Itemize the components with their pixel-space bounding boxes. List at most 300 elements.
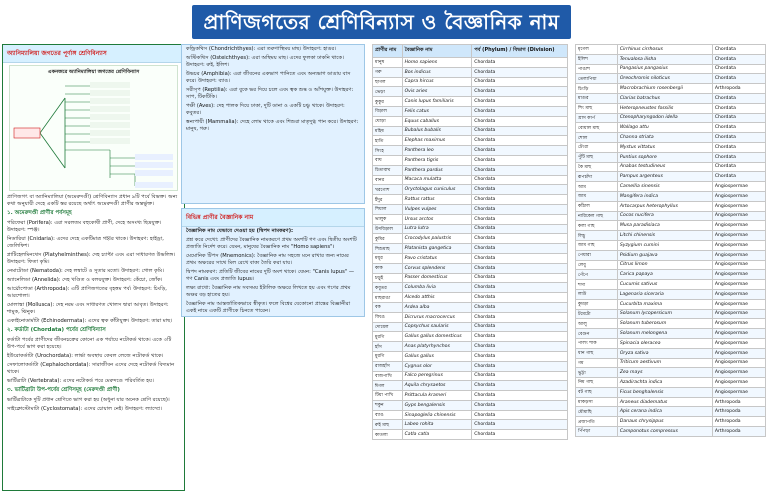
- scientific-name-cell: Oryza sativa: [617, 348, 712, 358]
- phylum-cell: Angiospermae: [712, 221, 765, 231]
- table-row: [373, 302, 568, 312]
- scientific-name-cell: Catla catla: [402, 430, 472, 440]
- scientific-name-cell: Musa paradisiaca: [617, 221, 712, 231]
- scientific-name-cell: Anabas testudineus: [617, 162, 712, 172]
- phylum-cell: Chordata: [712, 113, 765, 123]
- phylum-cell: Angiospermae: [712, 250, 765, 260]
- phylum-cell: Chordata: [472, 244, 568, 254]
- common-name-cell: সিংহ: [373, 146, 403, 156]
- classification-column: [2, 44, 185, 491]
- scientific-name-cell: Apis cerana indica: [617, 407, 712, 417]
- phylum-cell: Chordata: [472, 185, 568, 195]
- table-row: [373, 430, 568, 440]
- table-row: [576, 250, 766, 260]
- table-row: [373, 361, 568, 371]
- cyclostomata: সাইক্লোস্টোমাটা (Cyclostomata): এদের চোয়াল নেই। উদাহরণ: ল্যাম্প্রে।: [7, 406, 163, 412]
- section-1-title: ১. অমেরুদণ্ডী প্রাণীর পর্বসমূহ: [7, 210, 72, 216]
- common-name-cell: কাতলা: [373, 430, 403, 440]
- table-row: [373, 214, 568, 224]
- table-row: [576, 378, 766, 388]
- common-name-cell: ইলিশ: [576, 54, 618, 64]
- phylum-cell: Chordata: [712, 54, 765, 64]
- common-name-cell: রাজহাঁস: [373, 361, 403, 371]
- phylum-cell: Angiospermae: [712, 387, 765, 397]
- phylum-cell: Chordata: [472, 146, 568, 156]
- common-name-cell: গম: [576, 358, 618, 368]
- phylum-cell: Chordata: [472, 234, 568, 244]
- table-row: [576, 397, 766, 407]
- phylum-cell: Chordata: [712, 142, 765, 152]
- table-row: [373, 293, 568, 303]
- scientific-name-cell: Psidium guajava: [617, 250, 712, 260]
- scientific-name-cell: Pavo cristatus: [402, 253, 472, 263]
- table-row: [373, 155, 568, 165]
- phylum-cell: Arthropoda: [712, 417, 765, 427]
- scientific-name-cell: Oreochromis niloticus: [617, 74, 712, 84]
- phylum-cell: Angiospermae: [712, 319, 765, 329]
- common-name-cell: কাঁঠাল: [576, 201, 618, 211]
- phylum-cell: Chordata: [712, 103, 765, 113]
- common-name-cell: বাজপাখি: [373, 371, 403, 381]
- common-name-cell: কুমড়া: [576, 299, 618, 309]
- table-row: [373, 244, 568, 254]
- scientific-name-cell: Lutra lutra: [402, 224, 472, 234]
- table-row: [373, 224, 568, 234]
- phylum-cell: Angiospermae: [712, 378, 765, 388]
- table-row: [576, 182, 766, 192]
- binomial-rule: দ্বিপদ নামকরণ: প্রতিটি জীবের নামের দুটি অংশ থাকে। যেমন: "Canis lupus" — গণ Canis এবং প্রজাতি lupus।: [186, 269, 355, 282]
- phylum-porifera: পরিফেরা (Porifera): এরা সরলতম বহুকোষী প্রাণী, দেহে অসংখ্য ছিদ্রযুক্ত। উদাহরণ: স্পঞ্জ।: [7, 220, 162, 233]
- phylum-cell: Chordata: [472, 116, 568, 126]
- scientific-name-cell: Vulpes vulpes: [402, 204, 472, 214]
- col-header-scientific: বৈজ্ঞানিক নাম: [402, 45, 472, 58]
- scientific-name-cell: Zea mays: [617, 368, 712, 378]
- phylum-cell: Chordata: [472, 302, 568, 312]
- phylum-annelida: অ্যানেলিডা (Annelida): দেহ খণ্ডিত ও বলয়যুক্ত। উদাহরণ: কেঁচো, জোঁক।: [7, 277, 163, 283]
- scientific-name-cell: Litchi chinensis: [617, 231, 712, 241]
- common-name-cell: প্রজাপতি: [576, 417, 618, 427]
- phylum-cell: Angiospermae: [712, 338, 765, 348]
- table-row: [373, 204, 568, 214]
- scientific-name-cell: Panthera leo: [402, 146, 472, 156]
- phylum-cell: Chordata: [712, 162, 765, 172]
- common-name-cell: জাম গাছ: [576, 240, 618, 250]
- scientific-name-cell: Equus caballus: [402, 116, 472, 126]
- scientific-name-cell: Dicrurus macrocercus: [402, 312, 472, 322]
- phylum-cell: Chordata: [472, 204, 568, 214]
- scientific-name-cell: Pampus argenteus: [617, 172, 712, 182]
- scientific-name-cell: Mystus vittatus: [617, 142, 712, 152]
- phylum-cell: Angiospermae: [712, 240, 765, 250]
- common-name-cell: ইঁদুর: [373, 195, 403, 205]
- table-row: [373, 146, 568, 156]
- common-name-cell: টমেটো: [576, 309, 618, 319]
- common-name-cell: বোয়াল মাছ: [576, 123, 618, 133]
- common-name-cell: লেবু: [576, 260, 618, 270]
- common-name-cell: বট গাছ: [576, 387, 618, 397]
- table-row: [576, 427, 766, 437]
- table-row: [576, 348, 766, 358]
- scientific-name-cell: Alcedo atthis: [402, 293, 472, 303]
- table-row: [373, 391, 568, 401]
- common-name-cell: কাক: [373, 263, 403, 273]
- vertebrata-intro: ভার্টিব্রাটাকে দুটি প্রধান শ্রেণিতে ভাগ করা হয় (অধুনা যার অনেক শ্রেণি রয়েছে)।: [7, 397, 170, 403]
- table-row: [373, 106, 568, 116]
- table-row: [373, 97, 568, 107]
- common-name-cell: লাউ: [576, 289, 618, 299]
- scientific-name-cell: Ctenopharyngodon idella: [617, 113, 712, 123]
- common-name-cell: শকুন: [373, 400, 403, 410]
- classification-box-title: অ্যানিম্যালিয়া জগতের পূর্ণাঙ্গ শ্রেণিবিন্যাস: [3, 45, 184, 63]
- classification-diagram: [9, 65, 178, 191]
- table-row: [576, 123, 766, 133]
- common-name-cell: উদবিড়াল: [373, 224, 403, 234]
- vertebrate-classes-box: [181, 44, 365, 204]
- phylum-cell: Angiospermae: [712, 309, 765, 319]
- scientific-name-table-1: [372, 44, 568, 440]
- naming-heading: বৈজ্ঞানিক নাম যেভাবে দেওয়া হয় (দ্বিপদ নামকরণ):: [186, 228, 294, 234]
- phylum-cell: Chordata: [712, 74, 765, 84]
- phylum-cell: Angiospermae: [712, 368, 765, 378]
- chordata-intro: কর্ডাটা পর্বের প্রাণীদের জীবনচক্রের কোনো এক পর্যায়ে নটোকর্ড থাকে। একে ৩টি উপ-পর্বে ভাগ করা হয়েছে।: [7, 337, 172, 350]
- section-3-title: ৩. ভার্টিব্রাটা উপ-পর্বের শ্রেণিসমূহ (মেরুদণ্ডী প্রাণী): [7, 387, 120, 393]
- common-name-cell: মৃগেল: [576, 45, 618, 55]
- scientific-name-cell: Cucumis sativus: [617, 280, 712, 290]
- scientific-name-cell: Copsychus saularis: [402, 322, 472, 332]
- phylum-cell: Chordata: [712, 172, 765, 182]
- phylum-cell: Chordata: [712, 152, 765, 162]
- phylum-cell: Chordata: [472, 87, 568, 97]
- table-row: [576, 358, 766, 368]
- common-name-cell: শিয়াল: [373, 204, 403, 214]
- chondrichthyes: কন্ড্রিকথিস (Chondrichthyes): এরা তরুণাস্থিময় মাছ। উদাহরণ: হাঙর।: [186, 46, 337, 52]
- common-name-cell: আম: [576, 182, 618, 192]
- phylum-cell: Chordata: [472, 195, 568, 205]
- phylum-cell: Chordata: [712, 64, 765, 74]
- scientific-name-cell: Wallago attu: [617, 123, 712, 133]
- scientific-name-cell: Puntius sophore: [617, 152, 712, 162]
- table-row: [373, 195, 568, 205]
- phylum-cell: Chordata: [472, 175, 568, 185]
- common-name-cell: বিড়াল: [373, 106, 403, 116]
- phylum-cell: Chordata: [472, 106, 568, 116]
- table-row: [373, 136, 568, 146]
- scientific-name-cell: Crocodylus palustris: [402, 234, 472, 244]
- scientific-name-cell: Syzygium cumini: [617, 240, 712, 250]
- scientific-name-table-2: [575, 44, 766, 437]
- table-row: [576, 64, 766, 74]
- phylum-cell: Chordata: [472, 342, 568, 352]
- phylum-cell: Chordata: [712, 45, 765, 55]
- scientific-name-cell: Lagenaria siceraria: [617, 289, 712, 299]
- phylum-cell: Chordata: [472, 136, 568, 146]
- cephalochordata: সেফালোকর্ডাটা (Cephalochordata): সারাজীবন এদের দেহে নটোকর্ড বিদ্যমান থাকে।: [7, 362, 175, 375]
- table-row: [373, 263, 568, 273]
- table-row: [373, 322, 568, 332]
- scientific-name-cell: Cocos nucifera: [617, 211, 712, 221]
- common-name-cell: ঈগল: [373, 381, 403, 391]
- scientific-name-cell: Canis lupus familiaris: [402, 97, 472, 107]
- table-row: [373, 175, 568, 185]
- mnemonics-tip: মেমোনিক টিপস (Mnemonics): বৈজ্ঞানিক নাম সহজে মনে রাখার জন্য নামের প্রথম অক্ষরের সাথে মিল রেখে বাক্য তৈরি করা যায়।: [186, 253, 349, 266]
- common-name-cell: লিচু: [576, 231, 618, 241]
- scientific-name-cell: Cucurbita maxima: [617, 299, 712, 309]
- table-row: [576, 211, 766, 221]
- common-name-cell: জাম: [576, 191, 618, 201]
- name-table-left: [372, 44, 568, 491]
- table-row: [576, 162, 766, 172]
- common-name-cell: ময়ূর: [373, 253, 403, 263]
- table-row: [576, 329, 766, 339]
- scientific-name-cell: Solanum tuberosum: [617, 319, 712, 329]
- scientific-name-cell: Artocarpus heterophyllus: [617, 201, 712, 211]
- common-name-cell: বানর: [373, 175, 403, 185]
- scientific-name-cell: Sinapoglelia chinensis: [402, 410, 472, 420]
- scientific-name-cell: Corvus splendens: [402, 263, 472, 273]
- scientific-name-cell: Heteropneustes fossilis: [617, 103, 712, 113]
- class-description-column: [181, 44, 365, 491]
- common-name-cell: শিং মাছ: [576, 103, 618, 113]
- scientific-name-cell: Cygnus olor: [402, 361, 472, 371]
- table-row: [576, 84, 766, 94]
- osteichthyes: অস্টিকথিস (Osteichthyes): এরা অস্থিময় মাছ। এদের ফুলকা ঢাকনি থাকে। উদাহরণ: রুই, ইলিশ।: [186, 55, 344, 68]
- phylum-cell: Angiospermae: [712, 270, 765, 280]
- table-row: [373, 273, 568, 283]
- common-name-cell: কলা গাছ: [576, 221, 618, 231]
- common-name-cell: ব্যাঙ: [373, 410, 403, 420]
- scientific-name-cell: Araneus diadematus: [617, 397, 712, 407]
- naming-example: প্রশ্ন করে দেখো: প্রাণীদের বৈজ্ঞানিক নামকরণে প্রথম অংশটি গণ এবং দ্বিতীয় অংশটি প্রজাতি নির্দেশ করে। যেমন, মানুষের বৈজ্ঞানিক নাম "Homo sapiens"।: [186, 237, 357, 250]
- common-name-cell: পুঁটি মাছ: [576, 152, 618, 162]
- name-table-right: [575, 44, 766, 491]
- phylum-mollusca: মোলাস্কা (Mollusca): দেহ নরম এবং সাধারণত খোলস দ্বারা আবৃত। উদাহরণ: শামুক, ঝিনুক।: [7, 302, 169, 315]
- scientific-name-cell: Tenualosa ilisha: [617, 54, 712, 64]
- phylum-cell: Chordata: [472, 283, 568, 293]
- scientific-name-cell: Ardea alba: [402, 302, 472, 312]
- phylum-cell: Chordata: [472, 58, 568, 68]
- phylum-cell: Angiospermae: [712, 260, 765, 270]
- common-name-cell: টিয়া পাখি: [373, 391, 403, 401]
- common-name-cell: কুমির: [373, 234, 403, 244]
- scientific-name-cell: Anas platyrhynchos: [402, 342, 472, 352]
- common-name-cell: ছাগল: [373, 77, 403, 87]
- table-row: [576, 93, 766, 103]
- common-name-cell: বেগুন: [576, 329, 618, 339]
- common-name-cell: মুরগি: [373, 332, 403, 342]
- common-name-cell: গ্রাস কার্প: [576, 113, 618, 123]
- table-row: [576, 319, 766, 329]
- common-name-cell: দোয়েল: [373, 322, 403, 332]
- table-row: [576, 299, 766, 309]
- col-header-phylum: পর্ব (Phylum) / বিভাগ (Division): [472, 45, 568, 58]
- scientific-name-cell: Passer domesticus: [402, 273, 472, 283]
- common-name-cell: ভেড়া: [373, 87, 403, 97]
- table-row: [576, 289, 766, 299]
- common-name-cell: পিঁপড়া: [576, 427, 618, 437]
- col-header-name: প্রাণীর নাম: [373, 45, 403, 58]
- common-name-cell: কৈ মাছ: [576, 162, 618, 172]
- scientific-name-box-title: বিভিন্ন প্রাণীর বৈজ্ঞানিক নাম: [182, 209, 364, 227]
- table-row: [373, 77, 568, 87]
- table-row: [373, 165, 568, 175]
- phylum-cell: Angiospermae: [712, 211, 765, 221]
- scientific-name-cell: Panthera pardus: [402, 165, 472, 175]
- scientific-name-cell: Bubalus bubalis: [402, 126, 472, 136]
- common-name-cell: কুকুর: [373, 97, 403, 107]
- scientific-name-cell: Platanista gangetica: [402, 244, 472, 254]
- common-name-cell: শিশুমাছ: [373, 244, 403, 254]
- common-name-cell: কবুতর: [373, 283, 403, 293]
- phylum-cell: Angiospermae: [712, 299, 765, 309]
- table-row: [576, 142, 766, 152]
- phylum-nematoda: নেমাটোডা (Nematoda): দেহ লম্বাটে ও সুতার মতো। উদাহরণ: গোল কৃমি।: [7, 268, 165, 274]
- section-2-title: ২. কর্ডাটা (Chordata) পর্বের শ্রেণিবিন্যাস: [7, 327, 106, 333]
- common-name-cell: মৌমাছি: [576, 407, 618, 417]
- table-row: [576, 74, 766, 84]
- amphibia: উভচর (Amphibia): এরা জীবনের একভাগ পানিতে এবং অন্যভাগ ডাঙায় বাস করে। উদাহরণ: ব্যাঙ।: [186, 71, 351, 84]
- scientific-name-cell: Panthera tigris: [402, 155, 472, 165]
- table-row: [576, 152, 766, 162]
- common-name-cell: চড়ুই: [373, 273, 403, 283]
- phylum-cell: Angiospermae: [712, 280, 765, 290]
- table-row: [373, 253, 568, 263]
- phylum-cell: Chordata: [472, 97, 568, 107]
- phylum-cell: Angiospermae: [712, 289, 765, 299]
- table-row: [576, 113, 766, 123]
- phylum-cell: Angiospermae: [712, 348, 765, 358]
- common-name-cell: ভুট্টা: [576, 368, 618, 378]
- common-name-cell: মহিষ: [373, 126, 403, 136]
- table-row: [373, 283, 568, 293]
- phylum-cell: Chordata: [472, 214, 568, 224]
- scientific-name-cell: Ovis aries: [402, 87, 472, 97]
- urochordata: ইউরোকর্ডাটা (Urochordata): লার্ভা অবস্থায় কেবল লেজে নটোকর্ড থাকে।: [7, 353, 164, 359]
- table-row: [576, 338, 766, 348]
- table-row: [373, 126, 568, 136]
- common-name-cell: শসা: [576, 280, 618, 290]
- phylum-cell: Chordata: [472, 361, 568, 371]
- scientific-name-cell: Falco peregrinus: [402, 371, 472, 381]
- scientific-name-cell: Oryctolagus cuniculus: [402, 185, 472, 195]
- common-name-cell: শোল: [576, 133, 618, 143]
- table-row: [373, 351, 568, 361]
- scientific-name-cell: Danaus chrysippus: [617, 417, 712, 427]
- table-row: [576, 191, 766, 201]
- scientific-name-cell: Aquila chrysaetos: [402, 381, 472, 391]
- phylum-cell: Arthropoda: [712, 84, 765, 94]
- scientific-name-cell: Azadirachta indica: [617, 378, 712, 388]
- common-name-cell: রুই মাছ: [373, 420, 403, 430]
- phylum-cell: Chordata: [472, 430, 568, 440]
- phylum-cell: Chordata: [472, 400, 568, 410]
- scientific-name-cell: Camellia sinensis: [617, 182, 712, 192]
- table-row: [373, 410, 568, 420]
- table-row: [576, 133, 766, 143]
- phylum-cell: Chordata: [472, 224, 568, 234]
- scientific-name-cell: Channa striata: [617, 133, 712, 143]
- common-name-cell: গরু: [373, 67, 403, 77]
- reptilia: সরীসৃপ (Reptilia): এরা বুকে ভর দিয়ে চলে এবং ত্বক শুষ্ক ও আঁশযুক্ত। উদাহরণ: সাপ, টিকটিকি।: [186, 87, 354, 100]
- table-row: [576, 368, 766, 378]
- phylum-cell: Angiospermae: [712, 329, 765, 339]
- common-name-cell: পেঁপে: [576, 270, 618, 280]
- phylum-cell: Chordata: [472, 77, 568, 87]
- scientific-name-cell: Cirrhinus cirrhosus: [617, 45, 712, 55]
- common-name-cell: চিতাবাঘ: [373, 165, 403, 175]
- mammalia: স্তন্যপায়ী (Mammalia): দেহে লোম থাকে এবং শিশুরা মাতৃদুগ্ধ পান করে। উদাহরণ: মানুষ, গরু।: [186, 119, 359, 132]
- phylum-echinodermata: একাইনোডার্মাটা (Echinodermata): এদের ত্বক কাঁটাযুক্ত। উদাহরণ: তারা মাছ।: [7, 318, 173, 324]
- common-name-cell: নারিকেল গাছ: [576, 211, 618, 221]
- table-row: [373, 342, 568, 352]
- phylum-cell: Angiospermae: [712, 358, 765, 368]
- scientific-name-cell: Psittacula krameri: [402, 391, 472, 401]
- table-row: [373, 312, 568, 322]
- phylum-cell: Chordata: [472, 293, 568, 303]
- phylum-cell: Angiospermae: [712, 191, 765, 201]
- phylum-cell: Chordata: [472, 381, 568, 391]
- scientific-name-cell: Camponotus compressus: [617, 427, 712, 437]
- phylum-cell: Chordata: [472, 273, 568, 283]
- scientific-name-cell: Triticum aestivum: [617, 358, 712, 368]
- common-name-cell: মাকড়সা: [576, 397, 618, 407]
- table-row: [576, 221, 766, 231]
- scientific-name-cell: Gallus gallus: [402, 351, 472, 361]
- scientific-name-cell: Gallus gallus domesticus: [402, 332, 472, 342]
- common-name-cell: বক: [373, 302, 403, 312]
- intro-text: প্রাণিজগৎ বা অ্যানিম্যালিয়া (অমেরুদণ্ডী) শ্রেণিবিন্যাস প্রধান ৯টি পর্বে বিভক্ত। অন্য কথা অনুযায়ী দেহে একটি স্তর রয়েছে অর্থাৎ অমেরুদণ্ডী প্রাণীর অন্তর্ভুক্ত।: [7, 194, 178, 207]
- table-row: [576, 201, 766, 211]
- vertebrata: ভার্টিব্রাটা (Vertebrata): এদের নটোকর্ড পরে মেরুদণ্ডে পরিবর্তিত হয়।: [7, 378, 154, 384]
- table-row: [373, 332, 568, 342]
- phylum-cell: Angiospermae: [712, 201, 765, 211]
- scientific-name-cell: Carica papaya: [617, 270, 712, 280]
- table-row: [576, 270, 766, 280]
- common-name-cell: রূপচাঁদা: [576, 172, 618, 182]
- phylum-cell: Chordata: [472, 410, 568, 420]
- common-name-cell: পাঙাশ: [576, 64, 618, 74]
- scientific-name-cell: Rattus rattus: [402, 195, 472, 205]
- table-row: [373, 234, 568, 244]
- phylum-cell: Chordata: [472, 263, 568, 273]
- common-name-cell: মুরগি: [373, 351, 403, 361]
- common-name-cell: চিংড়ি: [576, 84, 618, 94]
- phylum-cell: Chordata: [712, 93, 765, 103]
- table-row: [576, 387, 766, 397]
- phylum-cell: Chordata: [472, 67, 568, 77]
- scientific-name-cell: Spinacia oleracea: [617, 338, 712, 348]
- table-row: [373, 116, 568, 126]
- classification-tree: [10, 78, 180, 188]
- common-name-cell: মাছরাঙা: [373, 293, 403, 303]
- scientific-name-cell: Macrobrachium rosenbergii: [617, 84, 712, 94]
- phylum-cell: Chordata: [472, 322, 568, 332]
- scientific-name-cell: Pangasius pangasius: [617, 64, 712, 74]
- aves: পক্ষী (Aves): দেহ পালক দিয়ে ঢাকা, দুটি ডানা ও একটি চঞ্চু থাকে। উদাহরণ: কবুতর।: [186, 103, 345, 116]
- phylum-platyhelminthes: প্লাটিহেলমিনথেস (Platyhelminthes): দেহ চ্যাপ্টা এবং এরা সাধারণত উভলিঙ্গ। উদাহরণ: ফিতা কৃমি।: [7, 252, 176, 265]
- common-name-cell: তেলাপিয়া: [576, 74, 618, 84]
- phylum-cell: Chordata: [712, 133, 765, 143]
- scientific-name-cell: Solanum lycopersicum: [617, 309, 712, 319]
- table-row: [576, 417, 766, 427]
- common-name-cell: মাগুর: [576, 93, 618, 103]
- phylum-cell: Chordata: [472, 126, 568, 136]
- international-note: বৈজ্ঞানিক নাম আন্তর্জাতিকভাবে স্বীকৃত। ফলে বিশ্বের যেকোনো প্রান্তের বিজ্ঞানীরা একই নামে একটি প্রাণীকে চিনতে পারেন।: [186, 301, 351, 314]
- phylum-cnidaria: নিডারিয়া (Cnidaria): এদের দেহে একটিমাত্র গহ্বর থাকে। উদাহরণ: হাইড্রা, জেলিফিশ।: [7, 236, 164, 249]
- scientific-name-cell: Solanum melongena: [617, 329, 712, 339]
- table-row: [373, 185, 568, 195]
- header: [0, 0, 768, 44]
- common-name-cell: বাঘ: [373, 155, 403, 165]
